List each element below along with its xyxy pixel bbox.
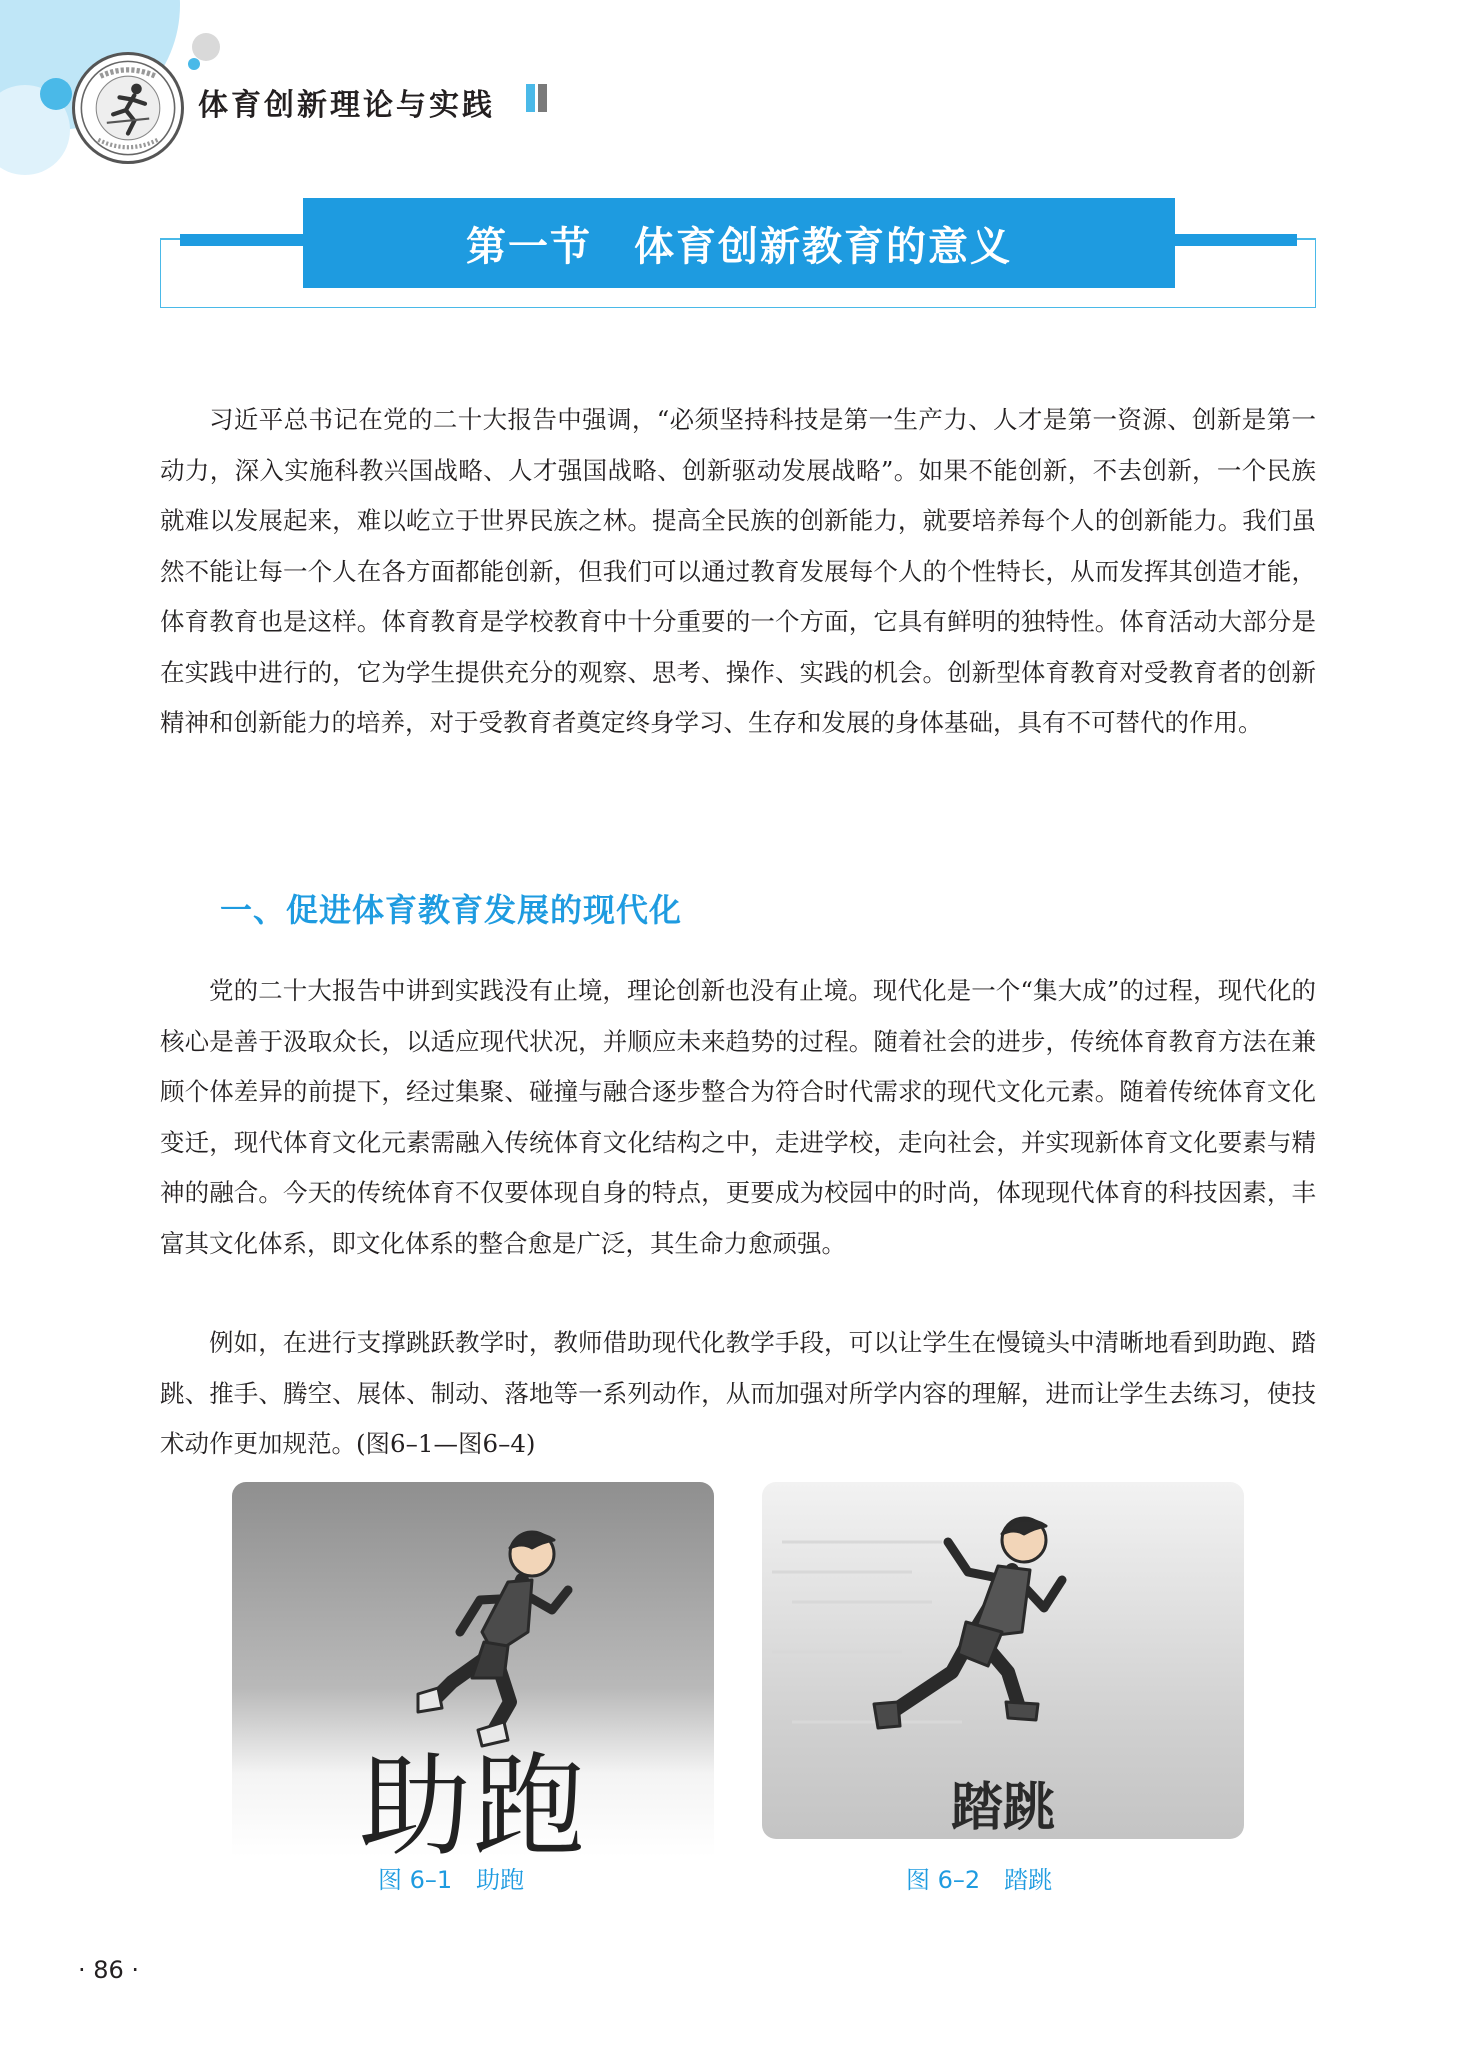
running-header-title: 体育创新理论与实践 bbox=[198, 88, 495, 123]
body-paragraph-2: 党的二十大报告中讲到实践没有止境，理论创新也没有止境。现代化是一个“集大成”的过程，现代化的核心是善于汲取众长，以适应现代状况，并顺应未来趋势的过程。随着社会的进步，传统体育教育方法在兼顾个体差异的前提下，经过集聚、碰撞与融合逐步整合为符合时代需求的现代文化元素。随着传统体育文化变迁，现代体育文化元素需融入传统体育文化结构之中，走进学校，走向社会，并实现新体育文化要素与精神的融合。今天的传统体育不仅要体现自身的特点，更要成为校园中的时尚，体现现代体育的科技因素，丰富其文化体系，即文化体系的整合愈是广泛，其生命力愈顽强。 bbox=[160, 976, 1316, 1258]
header-decoration-dot bbox=[40, 78, 72, 110]
figure-caption-2: 图 6–2 踏跳 bbox=[906, 1866, 1053, 1894]
header-decoration-dot bbox=[192, 33, 220, 61]
figure-takeoff-image bbox=[762, 1482, 1244, 1839]
subheading: 一、促进体育教育发展的现代化 bbox=[220, 891, 683, 929]
book-logo-emblem bbox=[72, 52, 184, 164]
figure-run-up-word: 助跑 bbox=[359, 1742, 587, 1857]
section-title: 第一节 体育创新教育的意义 bbox=[303, 198, 1175, 288]
body-paragraph-3: 例如，在进行支撑跳跃教学时，教师借助现代化教学手段，可以让学生在慢镜头中清晰地看到助跑、踏跳、推手、腾空、展体、制动、落地等一系列动作，从而加强对所学内容的理解，进而让学生去练习，使技术动作更加规范。(图6–1—图6–4) bbox=[160, 1328, 1316, 1458]
section-banner-stub bbox=[180, 234, 303, 246]
figure-run-up-image bbox=[232, 1482, 714, 1857]
header-decoration-dot bbox=[188, 58, 200, 70]
body-paragraph-1: 习近平总书记在党的二十大报告中强调，“必须坚持科技是第一生产力、人才是第一资源、创新是第一动力，深入实施科教兴国战略、人才强国战略、创新驱动发展战略”。如果不能创新，不去创新，一个民族就难以发展起来，难以屹立于世界民族之林。提高全民族的创新能力，就要培养每个人的创新能力。我们虽然不能让每一个人在各方面都能创新，但我们可以通过教育发展每个人的个性特长，从而发挥其创造才能，体育教育也是这样。体育教育是学校教育中十分重要的一个方面，它具有鲜明的独特性。体育活动大部分是在实践中进行的，它为学生提供充分的观察、思考、操作、实践的机会。创新型体育教育对受教育者的创新精神和创新能力的培养，对于受教育者奠定终身学习、生存和发展的身体基础，具有不可替代的作用。 bbox=[160, 405, 1316, 737]
page-number: · 86 · bbox=[78, 1956, 140, 1984]
runner-emblem-icon bbox=[75, 55, 181, 161]
section-banner-rule bbox=[1296, 238, 1316, 240]
figure-takeoff-word: 踏跳 bbox=[950, 1778, 1055, 1838]
header-accent-bars bbox=[526, 84, 550, 116]
figure-caption-1: 图 6–1 助跑 bbox=[378, 1866, 525, 1894]
section-banner-rule bbox=[160, 238, 180, 240]
section-banner-stub bbox=[1175, 234, 1297, 246]
